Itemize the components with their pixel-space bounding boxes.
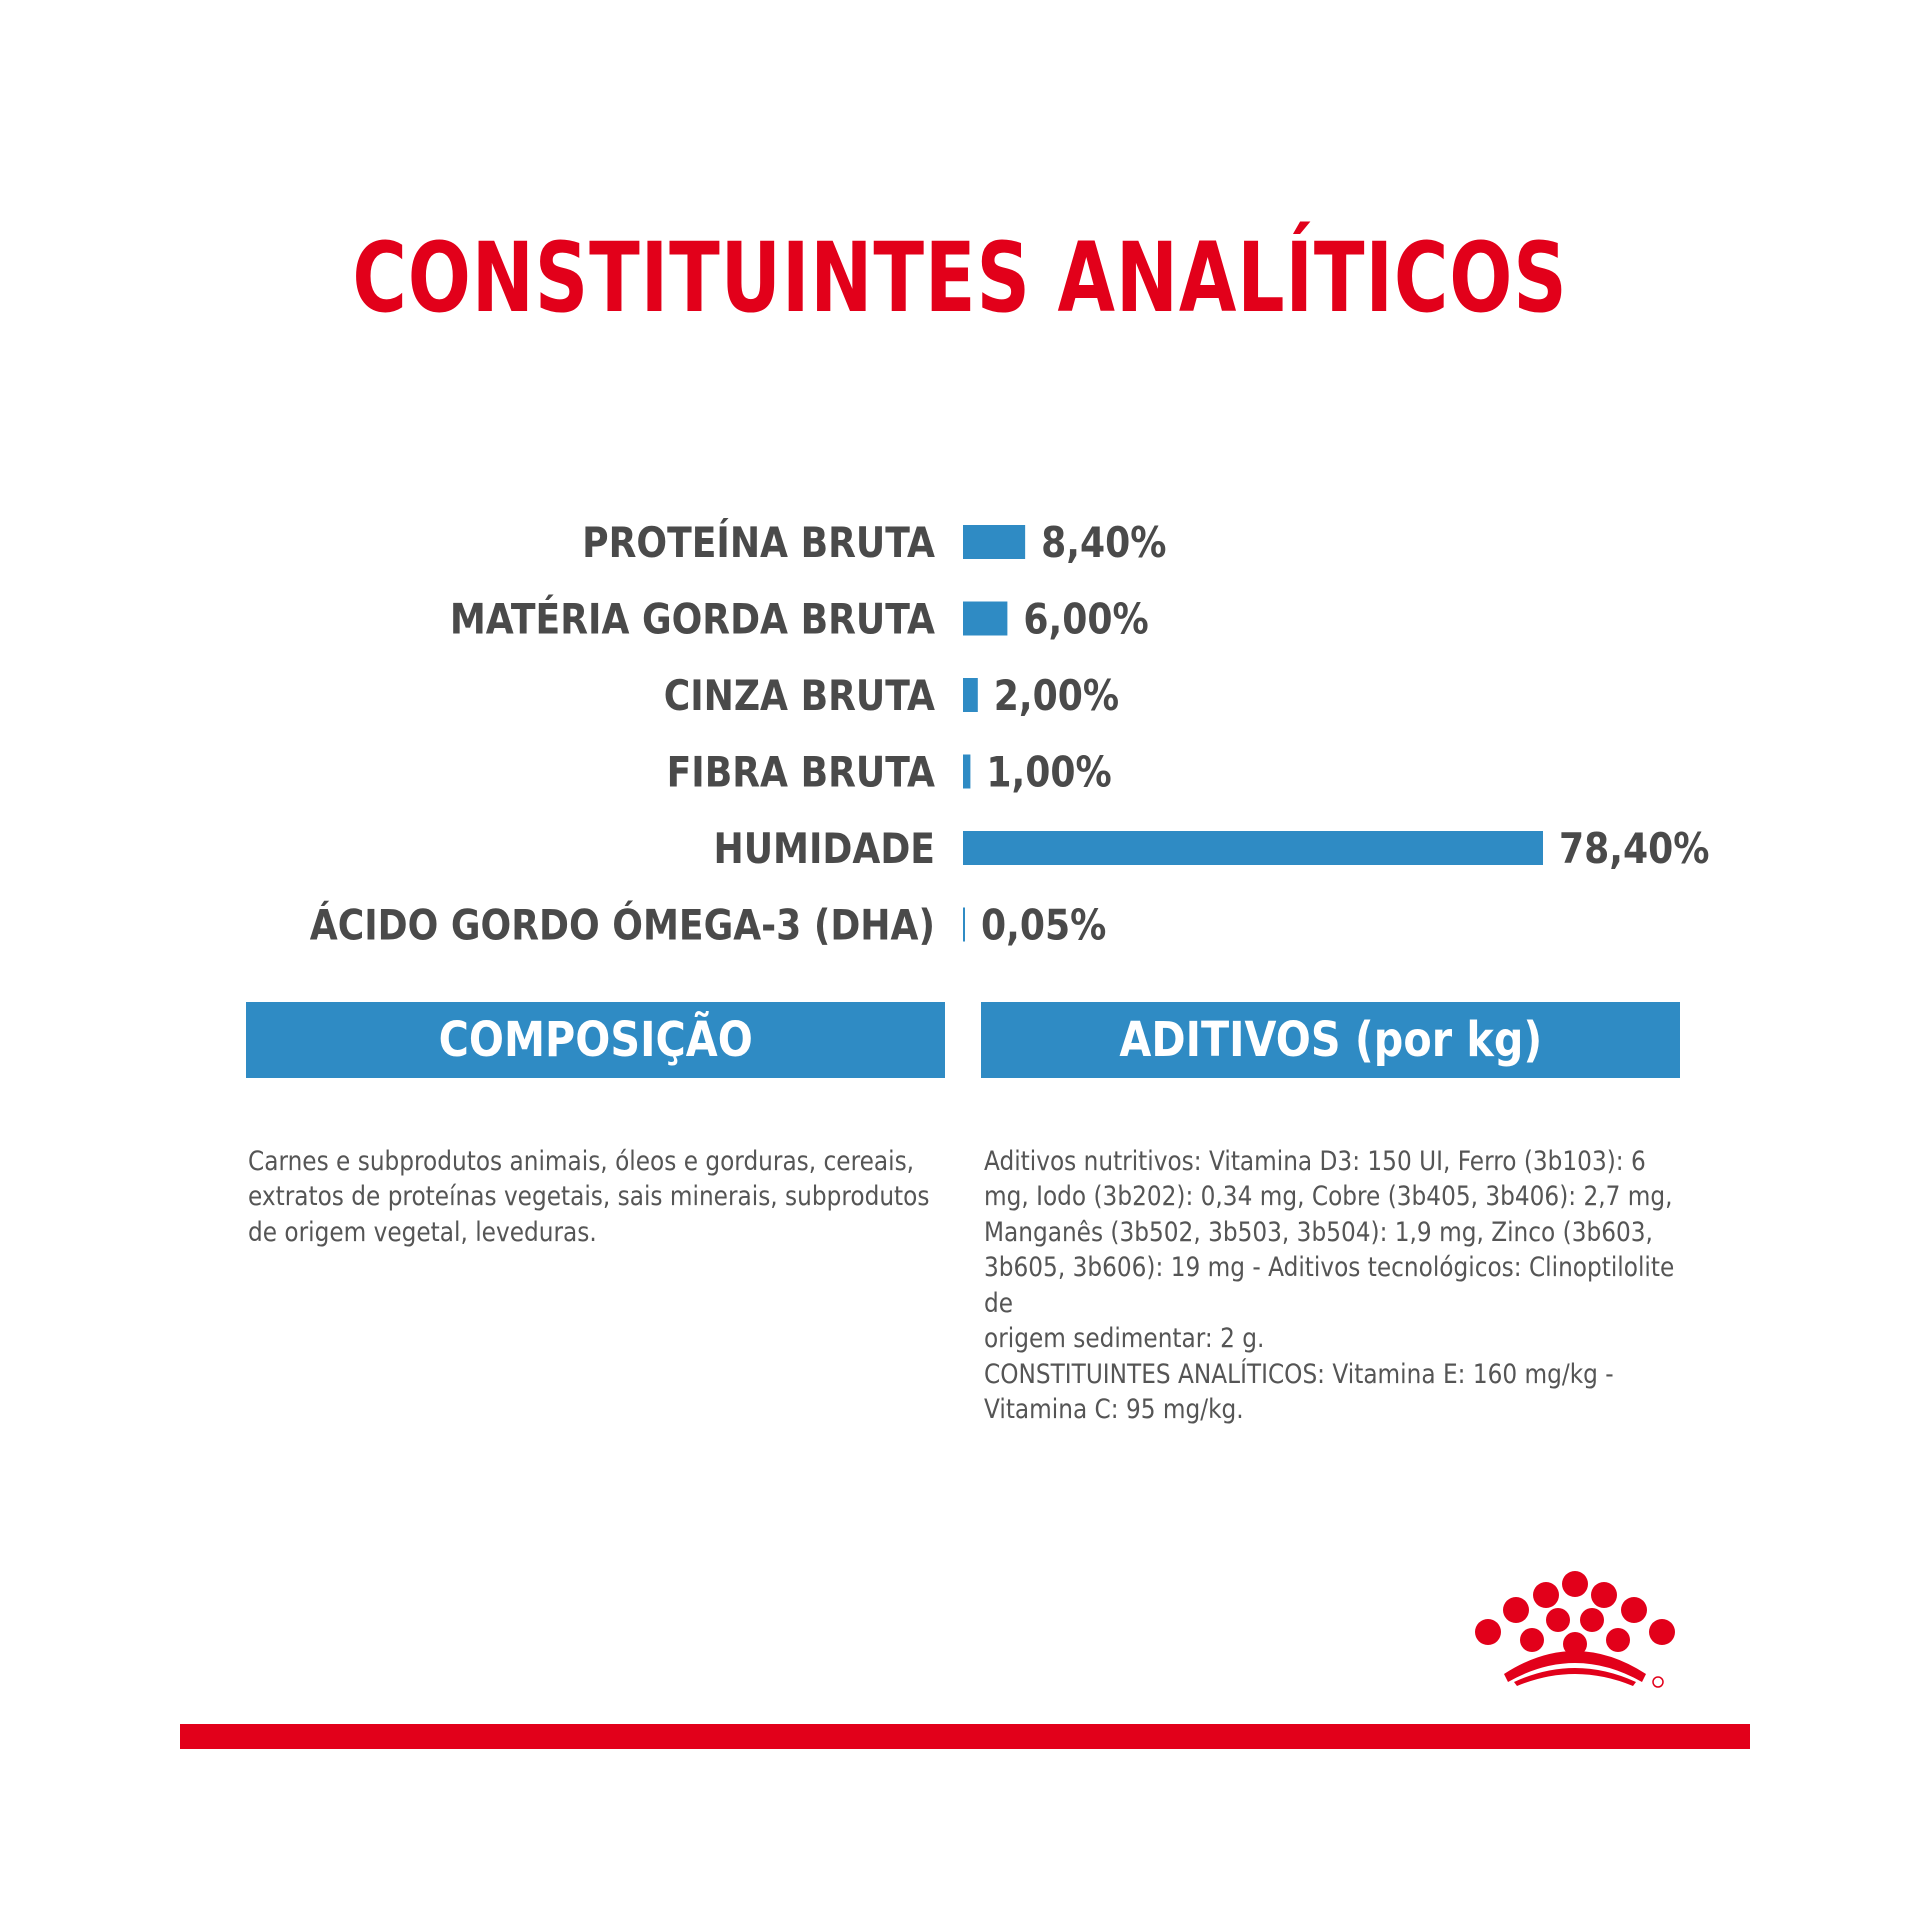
- composicao-header-label: COMPOSIÇÃO: [438, 1012, 753, 1068]
- aditivos-header: [981, 1002, 1680, 1078]
- bar: [963, 602, 1007, 636]
- royal-canin-crown-logo-icon: [1470, 1570, 1680, 1690]
- bar: [963, 755, 970, 789]
- composicao-header: [246, 1002, 945, 1078]
- bar: [963, 831, 1543, 865]
- aditivos-header-label: ADITIVOS (por kg): [1119, 1012, 1542, 1068]
- page-title: CONSTITUINTES ANALÍTICOS: [352, 222, 1568, 334]
- value-label: 8,40%: [1041, 519, 1167, 568]
- bottom-red-bar: [180, 1724, 1750, 1749]
- composicao-text: [248, 1108, 948, 1286]
- category-label: ÁCIDO GORDO ÓMEGA-3 (DHA): [309, 901, 935, 951]
- value-label: 2,00%: [993, 672, 1120, 721]
- bar: [963, 908, 965, 942]
- category-label: CINZA BRUTA: [663, 672, 935, 721]
- aditivos-text-body: Aditivos nutritivos: Vitamina D3: 150 UI, Ferro (3b103): 6 mg, Iodo (3b202): 0,34 mg, Cobre (3b405, 3b406): 2,7 mg, Manganês (3b502, 3b503, 3b504): 1,9 mg, Zinco (3b603, 3b605, 3b606): 19 mg - Aditivos tecnológicos: Clinoptilolite de origem sedimentar: 2 g. CONSTITUINTES ANALÍTICOS: Vitamina E: 160 mg/kg - Vitamina C: 95 mg/kg.: [984, 1145, 1675, 1425]
- value-label: 6,00%: [1023, 595, 1149, 645]
- category-label: MATÉRIA GORDA BRUTA: [449, 595, 935, 645]
- bar: [963, 678, 978, 712]
- bar: [963, 525, 1025, 559]
- value-label: 1,00%: [986, 748, 1112, 798]
- composicao-text-body: Carnes e subprodutos animais, óleos e gorduras, cereais, extratos de proteínas vegetais, sais minerais, subprodutos de origem vegetal, leveduras.: [248, 1145, 930, 1248]
- category-label: FIBRA BRUTA: [666, 748, 935, 798]
- aditivos-text: [984, 1108, 1704, 1463]
- category-label: PROTEÍNA BRUTA: [582, 519, 935, 568]
- category-label: HUMIDADE: [713, 825, 935, 874]
- value-label: 0,05%: [980, 901, 1107, 951]
- value-label: 78,40%: [1559, 825, 1710, 874]
